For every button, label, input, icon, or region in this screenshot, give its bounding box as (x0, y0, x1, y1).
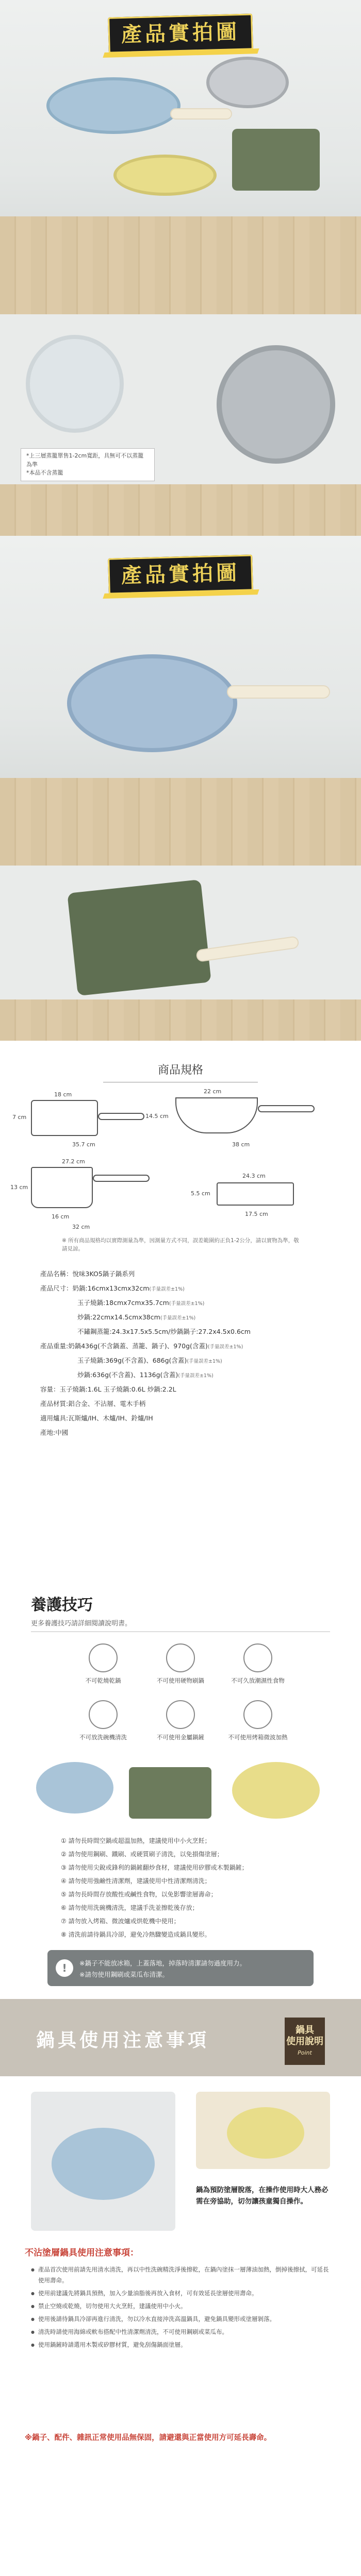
caption-line1: *上三層蒸籠單售1-2cm寬距，具無可不以蒸籠為準 (26, 452, 144, 468)
care-icon-3 (222, 1643, 294, 1685)
spec-row (40, 1282, 329, 1296)
usage-photo (31, 2092, 175, 2231)
spec-row (40, 1397, 329, 1412)
spec-row-value: 瓦斯爐/IH、木爐/IH、鈴爐/IH (68, 1414, 153, 1422)
care-icon-label: 不可使用硬物刷鍋 (157, 1677, 204, 1684)
spec-row-label (40, 1313, 77, 1321)
usage-bullet: ● 使用後請待鍋具冷卻再進行清洗，勿以冷水直接沖洗高溫鍋具，避免鍋具變形或塗層剝落。 (31, 2314, 330, 2325)
care-subtitle: 更多養護技巧請詳細閱讀說明書。 (31, 1620, 132, 1628)
care-icon-1 (67, 1643, 139, 1685)
tamago-handle (195, 936, 299, 962)
spec-row-value: 玉子燒鍋:369g(不含蓋)、686g(含蓋) (77, 1357, 187, 1364)
spec-row-tolerance: (手量誤差±1%) (160, 1315, 196, 1321)
lid-photo (26, 335, 124, 433)
spec-row-tolerance: (手量誤差±1%) (187, 1359, 222, 1364)
care-divider (31, 1631, 330, 1632)
usage-badge (285, 2018, 325, 2065)
spec-row (40, 1426, 329, 1440)
green-tamagoyaki-photo (67, 879, 211, 996)
spec-row (40, 1267, 329, 1282)
care-step: ② 請勿使用鋼刷、鐵刷、或硬質刷子清洗，以免損傷塗層； (61, 1851, 223, 1858)
spec-row-value: 炒鍋:636g(不含蓋)、1136g(含蓋) (77, 1371, 178, 1379)
spec-row (40, 1383, 329, 1397)
spec-list (40, 1267, 329, 1440)
spec-row-label (40, 1357, 77, 1364)
usage-bullet: ● 使用鍋鏟時請選用木製或矽膠材質，避免刮傷鍋面塗層。 (31, 2340, 330, 2350)
no-wet-food-icon (243, 1643, 272, 1672)
spec-row-label (40, 1299, 77, 1307)
spec-row-value: 悅味3KO5鍋子鍋系列 (72, 1270, 135, 1278)
care-step: ④ 請勿使用強鹼性清潔劑，建議使用中性清潔劑清洗； (61, 1877, 211, 1885)
spec-note: ※ 所有商品規格均以實際測量為準，因測量方式不同，誤差範圍約正負1-2公分，請以實物為準，敬請見諒。 (62, 1238, 299, 1252)
spec-row-value: 玉子燒鍋:18cmx7cmx35.7cm (77, 1299, 169, 1307)
care-icon-6 (222, 1700, 294, 1741)
spec-row-tolerance: (手量誤差±1%) (169, 1301, 205, 1307)
banner-title: 產品實拍圖 (108, 13, 253, 53)
spec-row-value: 玉子燒鍋:1.6L 玉子燒鍋:0.6L 炒鍋:2.2L (59, 1385, 176, 1393)
spec-row-tolerance: (手量誤差±1%) (178, 1373, 214, 1379)
spec-row (40, 1325, 329, 1340)
warning-line1: ※鍋子不能放冰箱，上蓋落地，掉落時清潔請勿過度用力。 (79, 1959, 246, 1967)
diagram-pot (31, 1167, 93, 1208)
spec-row-value: 中國 (55, 1429, 69, 1436)
spec-row-value: 奶鍋:16cmx13cmx32cm (72, 1284, 150, 1292)
spec-row-value: 炒鍋:22cmx14.5cmx38cm (77, 1313, 160, 1321)
care-warning (47, 1950, 314, 1986)
spec-row-label: 產品尺寸： (40, 1284, 73, 1292)
care-step: ③ 請勿使用尖銳或鋒利的鍋鏟翻炒食材，建議使用矽膠或木製鍋鏟； (61, 1864, 248, 1871)
usage-photo-pot-2 (227, 2107, 304, 2159)
warning-icon: ! (56, 1959, 73, 1977)
dim-steam-top: 24.3 cm (242, 1173, 266, 1179)
spec-row (40, 1412, 329, 1426)
usage-photo-pot (52, 2128, 155, 2200)
care-steps (61, 1834, 303, 1941)
spec-row-label (40, 1328, 77, 1335)
photo-section-3 (0, 536, 361, 866)
dim-steam-h: 5.5 cm (191, 1190, 210, 1197)
dim-pan-w: 18 cm (54, 1091, 72, 1098)
spec-row (40, 1340, 329, 1354)
care-title: 養護技巧 (31, 1596, 93, 1614)
usage-header (0, 1999, 361, 2076)
dim-wok-len: 38 cm (232, 1141, 250, 1148)
spec-row-value: 不鏽鋼蒸籠:24.3x17.5x5.5cm/炒鍋鍋子:27.2x4.5x0.6cm (77, 1328, 251, 1335)
usage-intro: 鍋為預防塗層脫落，在操作使用時大人務必需在旁協助，切勿讓孩童獨自操作。 (196, 2186, 329, 2206)
care-icon-5 (144, 1700, 217, 1741)
caption-line2: *本品不含蒸籠 (26, 469, 63, 476)
care-icon-label: 不可放洗碗機清洗 (79, 1734, 127, 1741)
photo-caption (21, 448, 155, 481)
spec-row-label: 產品重量: (40, 1342, 69, 1350)
spec-row-label: 產地: (40, 1429, 56, 1436)
usage-section (0, 1999, 361, 2576)
care-step: ⑤ 請勿長時間存放酸性或鹹性食物，以免影響塗層壽命； (61, 1891, 217, 1898)
dim-pot-h: 13 cm (10, 1184, 28, 1191)
blue-pan-photo (46, 77, 180, 134)
care-icon-label: 不可久放潮濕性食物 (231, 1677, 285, 1684)
diagram-tamago-handle (98, 1113, 144, 1120)
usage-bullets (31, 2264, 330, 2352)
no-dry-burn-icon (89, 1643, 118, 1672)
usage-photo-2 (196, 2092, 330, 2169)
spec-title: 商品規格 (157, 1064, 203, 1077)
wood-table (0, 999, 361, 1041)
usage-foot: ※鍋子、配件、雜訊正常使用品無保固，請避還與正當使用方可延長壽命。 (25, 2434, 272, 2442)
green-pan-photo (232, 129, 320, 191)
no-oven-microwave-icon (243, 1700, 272, 1729)
pan-handle (170, 108, 232, 120)
wood-table (0, 778, 361, 866)
wok-handle (227, 685, 330, 699)
diagram-wok-handle (258, 1105, 315, 1112)
dim-pot2-len: 32 cm (72, 1224, 90, 1230)
spec-row-label: 產品名稱： (40, 1270, 73, 1278)
spec-row (40, 1296, 329, 1311)
banner-title-2: 產品實拍圖 (108, 554, 253, 594)
care-product-yellow (232, 1762, 320, 1819)
usage-bullet: ● 清洗時請使用海綿或軟布搭配中性清潔劑清洗，不可使用鋼刷或菜瓜布。 (31, 2327, 330, 2337)
spec-row (40, 1354, 329, 1368)
care-step: ① 請勿長時間空鍋或超溫加熱，建議使用中小火烹飪； (61, 1837, 211, 1844)
spec-row (40, 1368, 329, 1383)
diagram-tamago (31, 1100, 98, 1136)
wood-table (0, 216, 361, 314)
dim-pot-len: 27.2 cm (62, 1158, 85, 1165)
no-metal-spatula-icon (166, 1700, 195, 1729)
spec-row-label: 容量： (40, 1385, 60, 1393)
photo-section-1 (0, 0, 361, 314)
care-step: ⑥ 請勿使用洗碗機清洗，建議手洗並擦乾後存放； (61, 1904, 199, 1911)
usage-bullet: ● 使用前建議先將鍋具預熱，加入少量油脂後再放入食材，可有效延長塗層使用壽命。 (31, 2288, 330, 2299)
spec-section (0, 1041, 361, 1571)
spec-row-tolerance: (手量誤差±1%) (207, 1344, 243, 1350)
spec-row-value: 鋁合金、不沾層、電木手柄 (68, 1400, 146, 1408)
spec-row-value: 奶鍋436g(不含鍋蓋、蒸籠、鍋子)、970g(含蓋) (68, 1342, 208, 1350)
steamer-photo (206, 57, 289, 108)
spec-row-label: 產品材質: (40, 1400, 69, 1408)
warning-line2: ※請勿使用鋼刷或菜瓜布清潔。 (79, 1971, 169, 1978)
care-icon-label: 不可使用烤箱微波加熱 (228, 1734, 288, 1741)
usage-title: 鍋具使用注意事項 (36, 2030, 210, 2051)
care-step: ⑦ 請勿放入烤箱、微波爐或烘乾機中使用； (61, 1918, 180, 1925)
dim-pan-len: 35.7 cm (72, 1141, 95, 1148)
dim-pan-h: 7 cm (12, 1114, 27, 1121)
badge-line2: 使用說明 (286, 2036, 323, 2047)
dim-wok-h: 14.5 cm (145, 1113, 169, 1120)
care-icon-label: 不可使用金屬鍋鏟 (157, 1734, 204, 1741)
steamer-top-photo (217, 345, 335, 464)
spec-row-tolerance: (手量誤差±1%) (149, 1286, 185, 1292)
spec-row-label: 適用爐具: (40, 1414, 69, 1422)
wood-table (0, 484, 361, 536)
diagram-pot-handle (93, 1175, 150, 1182)
photo-section-2 (0, 314, 361, 536)
care-icon-2 (144, 1643, 217, 1685)
blue-wok-photo (67, 654, 237, 752)
care-product-green (129, 1767, 211, 1819)
no-hard-brush-icon (166, 1643, 195, 1672)
spec-row (40, 1311, 329, 1325)
dim-steam-w: 17.5 cm (245, 1211, 268, 1217)
badge-line3: Point (298, 2049, 312, 2056)
care-step: ⑧ 清洗前請待鍋具冷卻，避免冷熱驟變造成鍋具變形。 (61, 1931, 211, 1938)
care-icon-4 (67, 1700, 139, 1741)
care-section (0, 1571, 361, 1999)
yellow-pot-photo (113, 155, 217, 196)
care-product-blue (36, 1762, 113, 1814)
usage-bullet: ● 禁止空燒或乾燒，切勿使用大火烹飪，建議使用中小火。 (31, 2301, 330, 2312)
usage-bullet: ● 產品首次使用前請先用清水清洗，再以中性洗碗精洗淨後擦乾，在鍋內塗抹一層薄油加熱，倒掉後擦拭，可延長使用壽命。 (31, 2264, 330, 2286)
badge-line1: 鍋具 (296, 2025, 314, 2036)
diagram-steamer (217, 1182, 294, 1206)
spec-row-label (40, 1371, 77, 1379)
care-icon-label: 不可乾燒乾鍋 (85, 1677, 121, 1684)
dim-pot2-w: 16 cm (52, 1213, 70, 1220)
photo-section-4 (0, 866, 361, 1041)
usage-head: 不沾塗層鍋具使用注意事項： (25, 2248, 139, 2258)
no-dishwasher-icon (89, 1700, 118, 1729)
dim-wok-w: 22 cm (204, 1088, 222, 1095)
diagram-wok (175, 1097, 258, 1133)
